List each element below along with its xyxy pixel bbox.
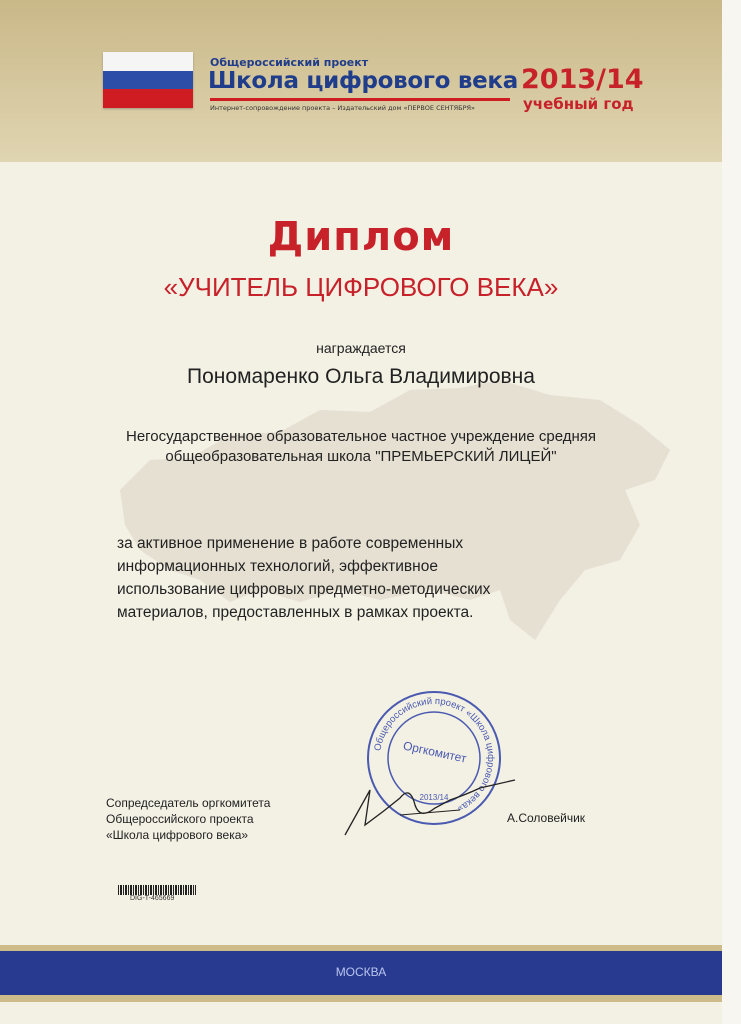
signer-name: А.Соловейчик xyxy=(507,811,586,825)
reason-line: использование цифровых предметно-методических xyxy=(117,581,491,598)
stamp-ring-text: Общероссийский проект «Школа цифрового века» xyxy=(372,695,497,815)
diploma-nomination: «УЧИТЕЛЬ ЦИФРОВОГО ВЕКА» xyxy=(163,272,559,302)
stamp-center-text: Оргкомитет xyxy=(401,738,468,766)
signer-title xyxy=(106,795,270,843)
reason-line: материалов, предоставленных в рамках проекта. xyxy=(117,604,474,621)
project-name: Школа цифрового века xyxy=(208,68,518,94)
stamp-bottom-text: 2013/14 xyxy=(419,793,449,802)
organization xyxy=(0,427,722,467)
recipient-name: Пономаренко Ольга Владимировна xyxy=(187,365,535,388)
project-support: Интернет-сопровождение проекта – Издательский дом «ПЕРВОЕ СЕНТЯБРЯ» xyxy=(210,104,475,112)
project-underline xyxy=(210,98,510,101)
reason-line: за активное применение в работе современных xyxy=(117,535,464,552)
awarded-label: награждается xyxy=(316,340,406,356)
barcode-code: DIG-T-465669 xyxy=(130,895,175,902)
organization-line: Негосударственное образовательное частное учреждение средняя xyxy=(125,428,597,445)
signer-title-line: «Школа цифрового века» xyxy=(106,828,249,842)
organization-line: общеобразовательная школа "ПРЕМЬЕРСКИЙ ЛИЦЕЙ" xyxy=(165,448,557,465)
handwritten-signature xyxy=(340,770,520,840)
barcode-icon xyxy=(118,885,196,895)
signer-title-line: Сопредседатель оргкомитета xyxy=(106,796,271,810)
academic-year-label: учебный год xyxy=(523,95,634,113)
russia-map-watermark xyxy=(80,340,680,680)
academic-year: 2013/14 xyxy=(521,64,644,95)
russian-flag-icon xyxy=(103,52,193,108)
footer-city: МОСКВА xyxy=(335,965,387,979)
signer-title-line: Общероссийского проекта xyxy=(106,812,254,826)
diploma-title: Диплом xyxy=(267,214,455,260)
page-edge xyxy=(722,0,741,1024)
reason-line: информационных технологий, эффективное xyxy=(117,558,438,575)
award-reason xyxy=(117,532,587,624)
footer-gold-band-bottom xyxy=(0,995,722,1002)
project-label: Общероссийский проект xyxy=(210,56,369,69)
footer-band xyxy=(0,951,722,995)
